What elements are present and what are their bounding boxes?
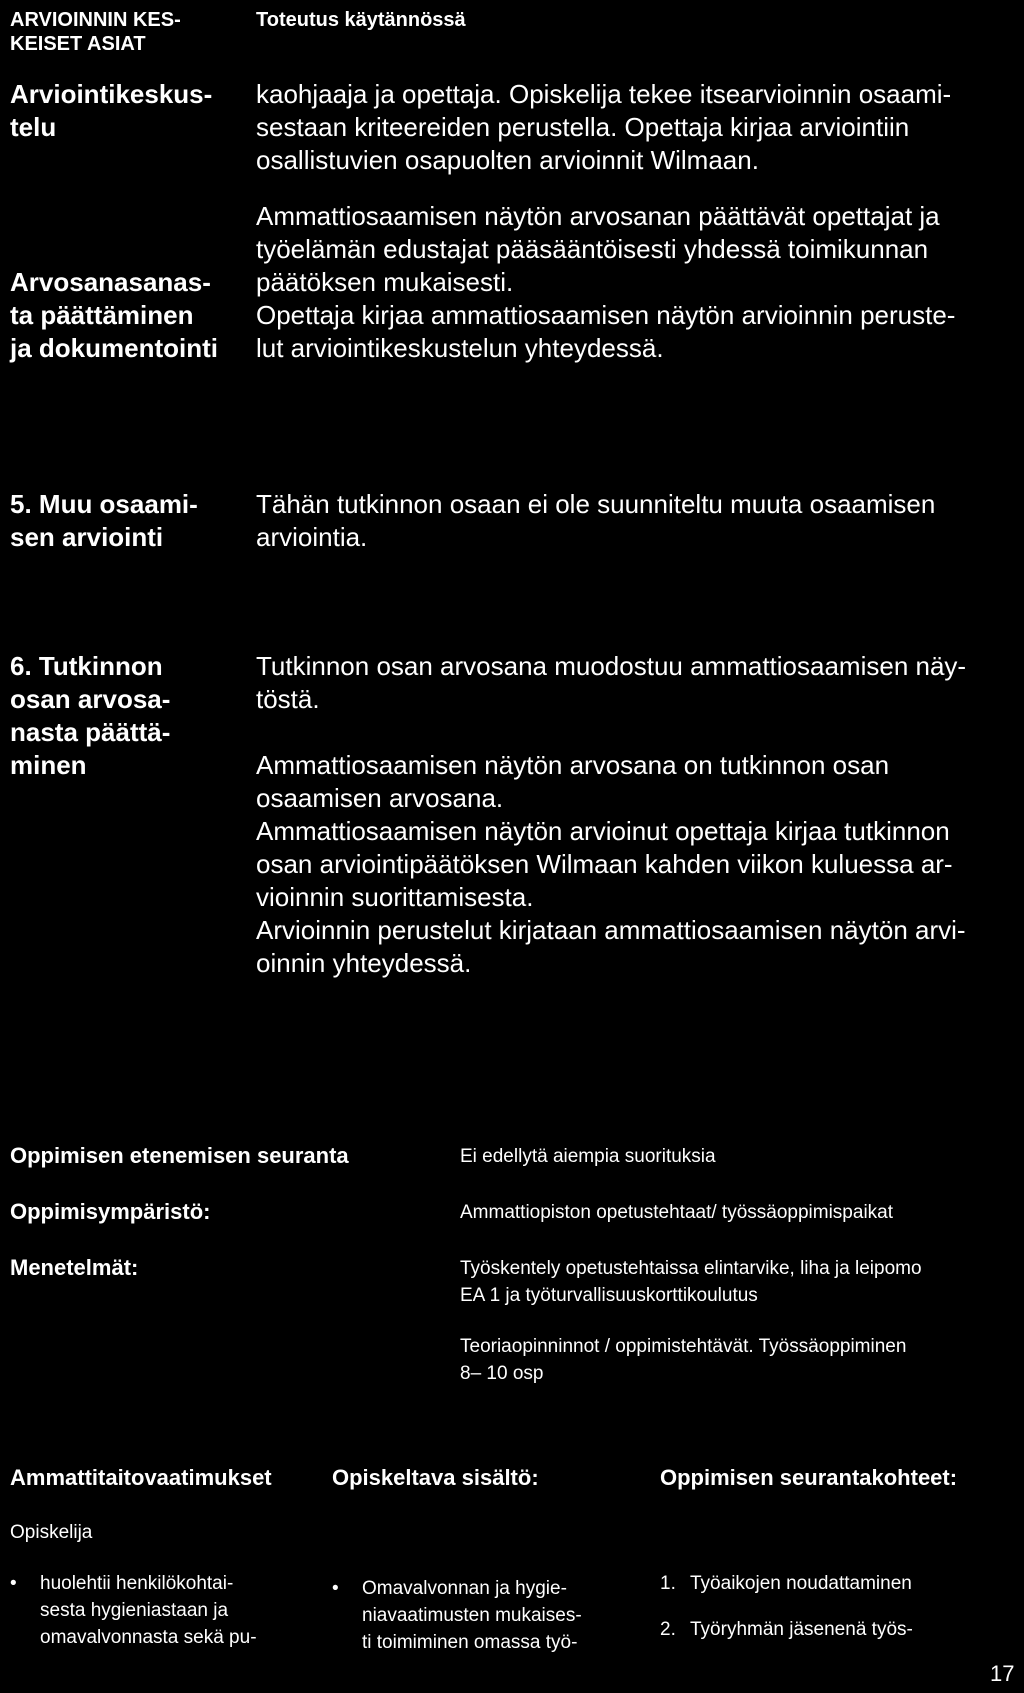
- info-value-theory: Teoriaopinninnot / oppimistehtävät. Työssäoppiminen 8– 10 osp: [460, 1336, 907, 1384]
- info-value-progress: Ei edellytä aiempia suorituksia: [460, 1146, 716, 1167]
- column-header-assessment-items: ARVIOINNIN KES- KEISET ASIAT: [10, 9, 181, 55]
- info-label-methods: Menetelmät:: [10, 1255, 139, 1280]
- info-label-environment: Oppimisympäristö:: [10, 1199, 211, 1224]
- list-item-text: Työaikojen noudattaminen: [690, 1573, 912, 1594]
- list-item-text: Omavalvonnan ja hygie- niavaatimusten mukaises- ti toimiminen omassa työ-: [362, 1578, 582, 1653]
- info-value-environment: Ammattiopiston opetustehtaat/ työssäoppimispaikat: [460, 1202, 894, 1223]
- row-text-module-grade: Tutkinnon osan arvosana muodostuu ammattiosaamisen näy- töstä. Ammattiosaamisen näytön arvosana on tutkinnon osan osaamisen arvosana. Ammattiosaamisen näytön arvioinut opettaja kirjaa tutkinnon osan arviointipäätöksen Wilmaan kahden viikon kuluessa ar- vioinnin suorittamisesta. Arvioinnin perustelut kirjataan ammattiosaamisen näytön arvi- oinnin yhteydessä.: [256, 651, 967, 978]
- list-item-text: huolehtii henkilökohtai- sesta hygieniastaan ja omavalvonnasta sekä pu-: [40, 1573, 257, 1648]
- info-label-progress: Oppimisen etenemisen seuranta: [10, 1143, 349, 1168]
- list-item: [660, 1616, 1020, 1643]
- list-item: [332, 1575, 652, 1656]
- list-item: [660, 1570, 1020, 1597]
- row-label-other-assessment: 5. Muu osaami- sen arviointi: [10, 489, 198, 552]
- list-item-number: 2.: [660, 1619, 676, 1640]
- student-label: Opiskelija: [10, 1522, 93, 1543]
- info-value-methods: Työskentely opetustehtaissa elintarvike, liha ja leipomo EA 1 ja työturvallisuuskorttikoulutus: [460, 1258, 922, 1306]
- list-item-number: 1.: [660, 1573, 676, 1594]
- row-label-assessment-discussion: Arviointikeskus- telu: [10, 79, 213, 142]
- bullet-icon: •: [10, 1573, 17, 1594]
- row-label-module-grade: 6. Tutkinnon osan arvosa- nasta päättä- minen: [10, 651, 171, 780]
- row-text-other-assessment: Tähän tutkinnon osaan ei ole suunniteltu muuta osaamisen arviointia.: [256, 489, 936, 552]
- row-label-grade-decision: Arvosanasanas- ta päättäminen ja dokumentointi: [10, 267, 218, 363]
- column-header-learning-targets: Oppimisen seurantakohteet:: [660, 1465, 958, 1490]
- page-number: 17: [990, 1661, 1015, 1686]
- row-text-assessment-discussion: kaohjaaja ja opettaja. Opiskelija tekee itsearvioinnin osaami- sestaan kriteereiden perustella. Opettaja kirjaa arviointiin osallistuvien osapuolten arvioinnit Wilmaan.: [256, 79, 952, 175]
- column-header-skill-requirements: Ammattitaitovaatimukset: [10, 1465, 272, 1490]
- list-item-text: Työryhmän jäsenenä työs-: [690, 1619, 913, 1640]
- column-header-study-content: Opiskeltava sisältö:: [332, 1465, 539, 1490]
- bullet-icon: •: [332, 1578, 339, 1599]
- row-text-grade-decision: Ammattiosaamisen näytön arvosanan päättävät opettajat ja työelämän edustajat pääsääntöisesti yhdessä toimikunnan päätöksen mukaisesti. Opettaja kirjaa ammattiosaamisen näytön arvioinnin peruste- lut arviointikeskustelun yhteydessä.: [256, 201, 956, 363]
- column-header-implementation: Toteutus käytännössä: [256, 9, 466, 31]
- list-item: [10, 1570, 310, 1651]
